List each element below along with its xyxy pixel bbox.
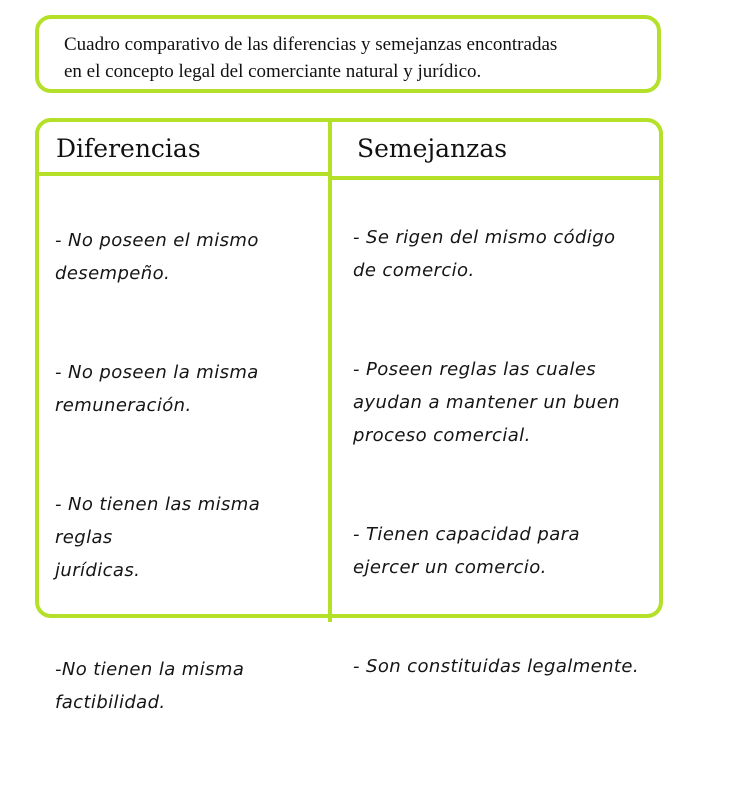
header-diferencias: Diferencias (56, 134, 201, 163)
diferencia-item-1: - No poseen el mismo desempeño. (55, 230, 259, 284)
diferencias-list (55, 191, 325, 785)
semejanzas-list (353, 188, 663, 749)
semejanza-item-2: - Poseen reglas las cuales ayudan a mantener un buen proceso comercial. (353, 359, 620, 446)
column-divider (328, 120, 332, 622)
diferencia-item-4: -No tienen la misma factibilidad. (55, 659, 245, 713)
semejanza-item-4: - Son constituidas legalmente. (353, 656, 639, 677)
diferencia-item-3: - No tienen las misma reglas jurídicas. (55, 494, 261, 581)
header-divider-left (37, 172, 329, 176)
diagram-title: Cuadro comparativo de las diferencias y semejanzas encontradas en el concepto legal del comerciante natural y jurídico. (64, 34, 558, 82)
semejanza-item-1: - Se rigen del mismo código de comercio. (353, 227, 616, 281)
header-semejanzas: Semejanzas (357, 134, 508, 163)
semejanza-item-3: - Tienen capacidad para ejercer un comercio. (353, 524, 580, 578)
header-divider-right (330, 176, 661, 180)
diferencia-item-2: - No poseen la misma remuneración. (55, 362, 259, 416)
